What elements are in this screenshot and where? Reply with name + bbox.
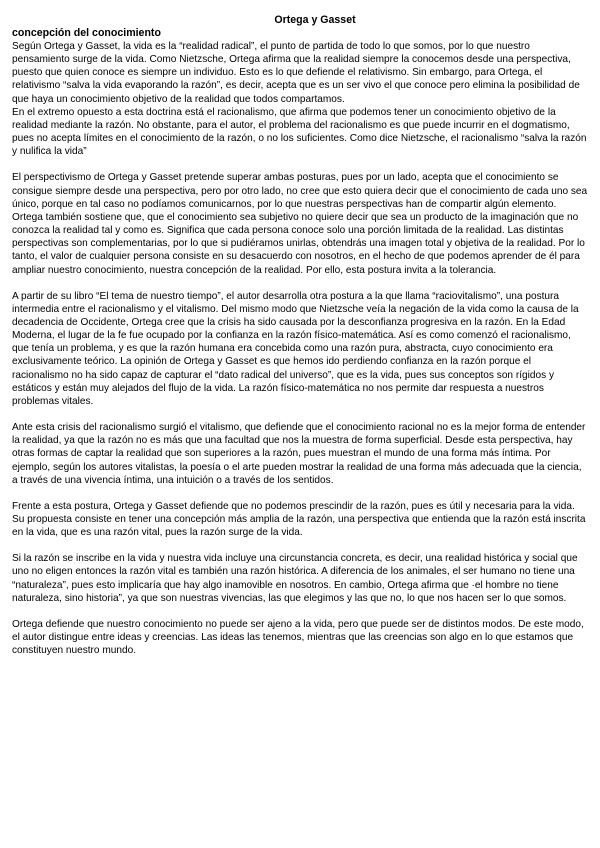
paragraph-4: A partir de su libro “El tema de nuestro tiempo”, el autor desarrolla otra postura a la que llama “raciovitalismo”, una postura intermedia entre el racionalismo y el vitalismo. Del mismo modo que Nietzsche veía la negación de la vida como la causa de la decadencia de Occidente, Ortega cree que la crisis ha sido causada por la desconfianza progresiva en la razón. En la Edad Moderna, el lugar de la fe fue ocupado por la confianza en la razón físico-matemática. Así es como comenzó el racionalismo, que tenía un problema, y es que la razón humana era concebida como una razón pura, abstracta, cuyo conocimiento era exclusivamente teórico. La opinión de Ortega y Gasset es que hemos ido perdiendo confianza en la razón porque el racionalismo no ha sido capaz de capturar el “dato radical del universo”, que es la vida, pues sus conceptos son rígidos y estáticos y están muy alejados del flujo de la vida. La razón físico-matemática no nos permite dar respuesta a nuestros problemas vitales.: [12, 290, 579, 407]
document-title: Ortega y Gasset: [274, 14, 356, 26]
paragraph-8: Ortega defiende que nuestro conocimiento no puede ser ajeno a la vida, pero que puede ser de distintos modos. De este modo, el autor distingue entre ideas y creencias. Las ideas las tenemos, mientras que las creencias son algo en lo que estamos que constituyen nuestro mundo.: [12, 618, 584, 657]
paragraph-1: Según Ortega y Gasset, la vida es la “realidad radical”, el punto de partida de todo lo que somos, por lo que nuestro pensamiento surge de la vida. Como Nietzsche, Ortega afirma que la realidad siempre la conocemos desde una perspectiva, puesto que quien conoce es siempre un individuo. Esto es lo que defiende el relativismo. Sin embargo, para Ortega, el relativismo “salva la vida evaporando la razón”, es decir, acepta que es un ser vivo el que conoce pero elimina la posibilidad de que haya un conocimiento objetivo de la realidad que todos compartamos.: [12, 41, 580, 105]
paragraph-3: El perspectivismo de Ortega y Gasset pretende superar ambas posturas, pues por un lado, acepta que el conocimiento se consigue siempre desde una perspectiva, pero por otro lado, no cree que esto quiera decir que el conocimiento de cada uno sea único, porque en tal caso no podíamos comunicarnos, por lo que nuestras perspectivas han de compartir algún elemento. Ortega también sostiene que, que el conocimiento sea subjetivo no quiere decir que sea un producto de la imaginación que no conozca la realidad tal y como es. Significa que cada persona conoce solo una porción limitada de la realidad. Las distintas perspectivas son complementarias, por lo que si pudiéramos unirlas, obtendrás una imagen total y objetiva de la realidad. Por lo tanto, el valor de cualquier persona consiste en su desacuerdo con nosotros, en el hecho de que podemos aprender de él para ampliar nuestro conocimiento, nuestra concepción de la realidad. Por ello, esta postura invita a la tolerancia.: [12, 172, 588, 276]
paragraph-6: Frente a esta postura, Ortega y Gasset defiende que no podemos prescindir de la razón, pues es útil y necesaria para la vida. Su propuesta consiste en tener una concepción más amplia de la razón, una perspectiva que entienda que la razón está inscrita en la vida, que es una razón vital, pues la razón surge de la vida.: [12, 500, 586, 539]
paragraph-5: Ante esta crisis del racionalismo surgió el vitalismo, que defiende que el conocimiento racional no es la mejor forma de entender la realidad, ya que la razón no es más que una facultad que nos la muestra de forma superficial. Desde esta perspectiva, hay otras formas de captar la realidad que son superiores a la razón, pues muestran el mundo de una forma más íntima. Por ejemplo, según los autores vitalistas, la poesía o el arte pueden mostrar la realidad de una forma más adecuada que la ciencia, a través de una vivencia íntima, una intuición o a través de los sentidos.: [12, 422, 586, 486]
paragraph-2: En el extremo opuesto a esta doctrina está el racionalismo, que afirma que podemos tener un conocimiento objetivo de la realidad mediante la razón. No obstante, para el autor, el problema del racionalismo es que puede incurrir en el dogmatismo, pues no acepta límites en el conocimiento de la razón, o no los suficientes. Como dice Nietzsche, el racionalismo “salva la razón y nulifica la vida”: [12, 106, 587, 158]
section-heading: concepción del conocimiento: [12, 27, 161, 39]
paragraph-7: Si la razón se inscribe en la vida y nuestra vida incluye una circunstancia concreta, es decir, una realidad histórica y social que uno no eligen entonces la razón vital es también una razón histórica. A diferencia de los animales, el ser humano no tiene una “naturaleza”, pues esto implicaría que hay algo inamovible en nosotros. En cambio, Ortega afirma que ·el hombre no tiene naturaleza, sino historia”, ya que son nuestras vivencias, las que elegimos y las que no, lo que nos hacen ser lo que somos.: [12, 553, 578, 604]
